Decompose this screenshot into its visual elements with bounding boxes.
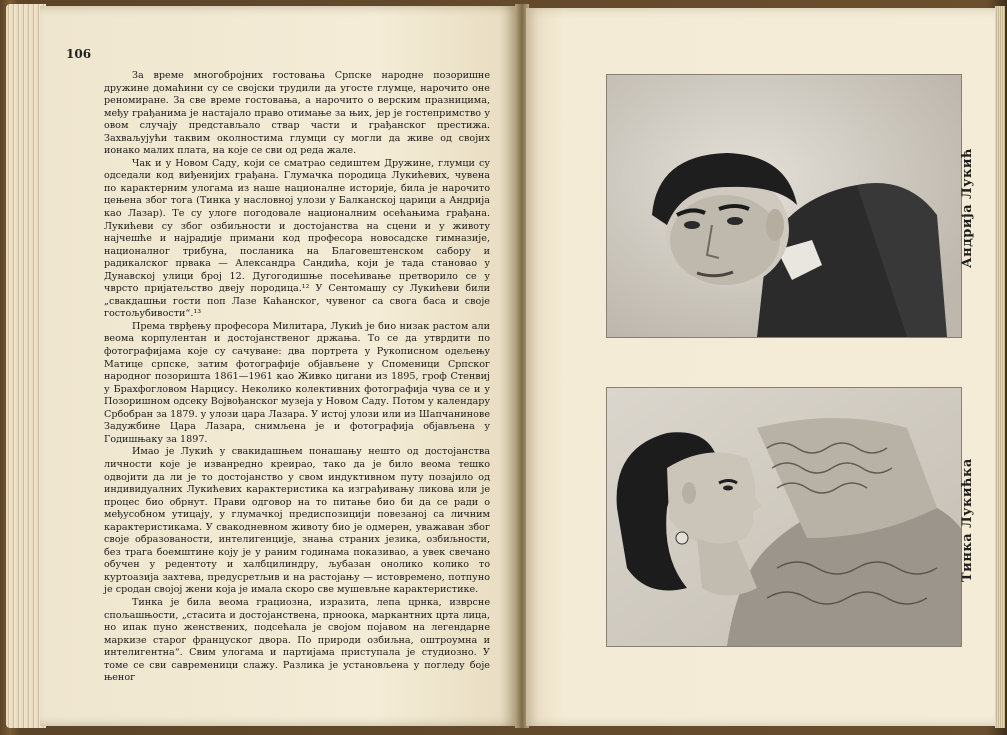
portrait-man-image bbox=[607, 75, 961, 337]
portrait-woman-image bbox=[607, 388, 961, 646]
paragraph: Према тврђењу професора Милитара, Лукић је био низак растом али веома корпулентан и достојанственог држања. То се да утврдити по фотографијама које су сачуване: два портрета у Рукописном одељењу Матице српске, затим фотографије објављене у Споменици Српског народног позоришта 1861—1961 као Живко цигани из 1895, гроф Стенвиј у Брахфогловом Нарцису. Неколико колективних фотографија чува се и у Позоришном одсеку Војвођанског музеја у Новом Саду. Потом у календару Србобран за 1879. у улози цара Лазара. У истој улози или из Шапчаниновe Задужбине Цара Лазара, снимљена је и фотографија објављена у Годишњаку за 1897. bbox=[104, 320, 490, 445]
portrait-photo-andrija bbox=[606, 74, 962, 338]
paragraph: Тинка је била веома грациозна, изразита, лепа црнка, изврсне спољашњости, „стасита и достојанствена, прноока, маркантних црта лица, но ипак пуно женствених, подсећала је својом појавом на легендарне маркизе старог француског двора. По природи озбиљна, оштроумна и интелигентна“. Свим улогама и партијама приступала је студиозно. У томе се сви савременици слажу. Разлика је установљена у погледу боје њеног bbox=[104, 596, 490, 684]
body-text bbox=[104, 70, 490, 684]
figure-caption: Андрија Лукић bbox=[960, 148, 975, 268]
portrait-photo-tinka bbox=[606, 387, 962, 647]
paragraph: Имао је Лукић у свакидашњем понашању нешто од достојанства личности које је изванредно креирао, тако да је било веома тешко одвојити да ли је то достојанство у свом индуктивном путу позајило од индивидуалних Лукићевих карактеристика ка изграђивању ликова или је процес био обрнут. Прави одговор на то питање био би да се ради о међусобном утицају, у глумачкој предиспозицији повезаној са личним карактеристикама. У свакодневном животу био је одмерен, уважаван због своје образованости, интелигенције, знања страних језика, озбиљности, без трага боемштине коју је у раним годинама показивао, а увек свечано обучен у редентоту и халбцилиндру, љубазан онолико колико то куртоазија захтева, предусретљив и на растојању — истовремено, потпуно је сродан својој жени која је имала скоро све мушевљне карактеристике. bbox=[104, 446, 490, 596]
page-stack-right bbox=[995, 6, 1005, 728]
paragraph: Чак и у Новом Саду, који се сматрао седиштем Дружине, глумци су одседали код виђенијих грађана. Глумачка породица Лукићевих, чувена по карактерним улогама из наше националне историје, била је нарочито цењена због тога (Тинка у насловној улози у Балканској царици а Андрија као Лазар). Те су улоге погодовале националним осећањима грађана. Лукићеви су због озбиљности и достојанства на сцени и у животу најчешће и најрадије примани код професора новосадске гимназије, националног трибуна, посланика на Благовештенском сабору и радикалског првака — Александра Сандића, који је тада становао у Дунавској улици број 12. Дугогодишње посећивање претворило се у чврсто пријатељство двеју породица.¹² У Сентомашу су Лукићеви били „свакдашњи гости поп Лазе Каћанског, чувеног са свога баса и своје гостољубивости“.¹³ bbox=[104, 157, 490, 320]
page-number: 106 bbox=[66, 47, 92, 61]
paragraph: За време многобројних гостовања Српске народне позоришне дружине домаћини су се својски трудили да угосте глумце, нарочито оне реномиране. За све време гостовања, а нарочито о верским празницима, међу грађанима је настајало право отимање за њих, јер је гостепримство у овом случају представљало ствар части и грађанског престижа. Захваљујући таквим околностима глумци су могли да живе од својих ионако малих плата, на које се сви од реда жале. bbox=[104, 70, 490, 157]
figure-caption: Тинка Лукићка bbox=[960, 458, 975, 582]
